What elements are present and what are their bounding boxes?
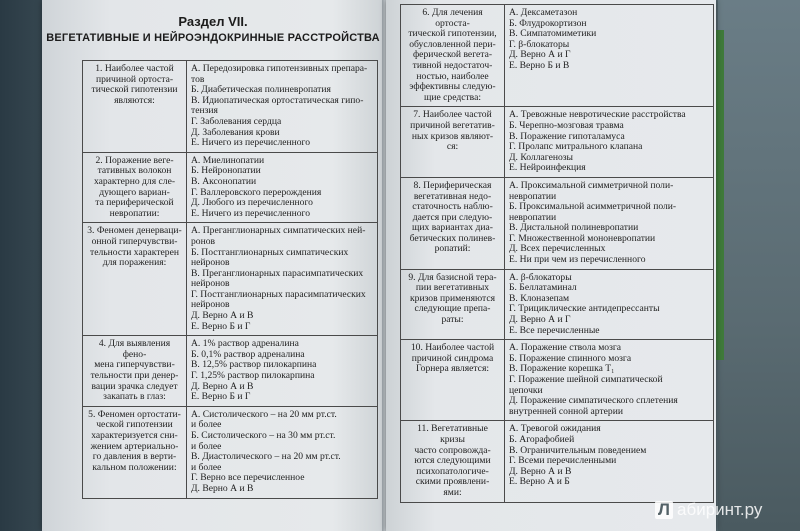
question-line: 7. Наиболее частой [413, 109, 492, 121]
answer-option: А. Поражение ствола мозга [509, 343, 622, 354]
answer-option: Е. Верно Б и Г [191, 392, 251, 403]
answer-option: Е. Нейроинфекция [509, 163, 586, 174]
question-line: ферической вегета- [412, 49, 493, 61]
answer-option: Д. Поражение симпатического сплетения [509, 396, 678, 407]
answer-option: А. Тревожные невротические расстройства [509, 110, 686, 121]
answer-option: Е. Все перечисленные [509, 325, 600, 336]
answer-option: Б. Проксимальной асимметричной поли- [509, 202, 677, 213]
answer-option: Б. Поражение спинного мозга [509, 353, 632, 364]
answer-options [505, 421, 714, 502]
question-row [83, 152, 378, 223]
question-text [401, 421, 505, 502]
answer-option: В. 12,5% раствор пилокарпина [191, 360, 317, 371]
answer-option: Е. Ничего из перечисленного [191, 138, 311, 149]
question-line: часто сопровожда- [414, 444, 491, 456]
question-line: причиной ортоста- [95, 73, 174, 85]
right-page [386, 0, 716, 531]
question-row [83, 223, 378, 336]
question-line: причиной синдрома [411, 352, 494, 364]
question-text [401, 177, 505, 269]
answer-option: Е. Верно А и Б [509, 477, 570, 488]
answer-options [187, 223, 378, 336]
answer-option: А. Систолического – на 20 мм рт.ст. [191, 409, 337, 420]
question-row [401, 340, 714, 421]
question-line: 2. Поражение веге- [95, 154, 174, 166]
question-row [83, 336, 378, 407]
question-line: кальном положении: [92, 461, 177, 473]
question-line: дующего вариан- [99, 186, 170, 198]
question-text [401, 5, 505, 107]
question-line: являются: [114, 94, 155, 106]
question-line: тической гипотензии, [408, 28, 497, 40]
question-text [401, 107, 505, 178]
question-line: та периферической [95, 197, 174, 209]
answer-option: Е. Верно Б и Г [191, 321, 251, 332]
section-subtitle: ВЕГЕТАТИВНЫЕ И НЕЙРОЭНДОКРИННЫЕ РАССТРОЙСТВА [46, 32, 380, 44]
answer-option: Г. Заболевания сердца [191, 116, 282, 127]
question-text [83, 336, 187, 407]
question-line: 10. Наиболее частой [410, 342, 495, 354]
left-page [42, 0, 384, 531]
answer-options [505, 340, 714, 421]
question-row [401, 269, 714, 340]
answer-option: Д. Верно А и В [191, 483, 254, 494]
question-line: эффективны следую- [409, 81, 496, 93]
question-line: для поражения: [102, 257, 167, 269]
answer-options [187, 406, 378, 498]
answer-option: ронов [191, 236, 216, 247]
right-questions-table [400, 4, 714, 503]
answer-option: В. Симпатомиметики [509, 29, 597, 40]
question-text [83, 152, 187, 223]
question-line: характерно для сле- [93, 175, 176, 187]
answer-option: Д. Верно А и Г [509, 315, 571, 326]
question-text [83, 406, 187, 498]
background-right [718, 0, 800, 531]
question-line: следующие препа- [414, 303, 491, 315]
question-line: ропатий: [434, 243, 471, 255]
answer-option: невропатии [509, 191, 557, 202]
answer-option: В. Преганглионарных парасимпатических [191, 268, 364, 279]
answer-option: Б. 0,1% раствор адреналина [191, 349, 305, 360]
answer-option: Б. Беллатаминал [509, 283, 577, 294]
answer-option: Б. Нейронопатии [191, 166, 261, 177]
question-line: 8. Периферическая [413, 179, 492, 191]
question-line: ями: [443, 486, 462, 498]
answer-option: В. Поражение гипоталамуса [509, 131, 625, 142]
question-text [401, 340, 505, 421]
answer-option: Г. β-блокаторы [509, 39, 570, 50]
answer-option: А. 1% раствор адреналина [191, 339, 299, 350]
section-title: Раздел VII. [178, 14, 248, 29]
answer-option: А. Тревогой ожидания [509, 424, 601, 435]
question-row [83, 406, 378, 498]
answer-options [505, 269, 714, 340]
answer-option: Г. Валлеровского перерождения [191, 187, 322, 198]
answer-option: Д. Верно А и В [509, 466, 572, 477]
question-line: вации зрачка следует [91, 380, 178, 392]
answer-option: и более [191, 420, 222, 431]
question-line: ческой гипотензии [96, 419, 173, 431]
answer-option: В. Идиопатическая ортостатическая гипо- [191, 95, 364, 106]
answer-option: Г. Всеми перечисленными [509, 456, 617, 467]
answer-option: Д. Любого из перечисленного [191, 198, 313, 209]
answer-option: и более [191, 441, 222, 452]
answer-option: невропатии [509, 212, 557, 223]
answer-option: Б. Диабетическая полиневропатия [191, 85, 331, 96]
answer-option: Г. Трициклические антидепрессанты [509, 304, 660, 315]
answer-option: Г. Постганглионарных парасимпатических [191, 289, 366, 300]
question-line: ностью, наиболее [416, 70, 489, 82]
answer-option: В. Дистальной полиневропатии [509, 223, 639, 234]
question-line: 5. Феномен ортостати- [88, 408, 181, 420]
question-line: 11. Вегетативные кризы [417, 423, 488, 445]
answer-option: Д. Верно А и Г [509, 50, 571, 61]
answer-option: А. Миелинопатии [191, 155, 265, 166]
answer-option: В. Клоназепам [509, 293, 570, 304]
answer-option: В. Ограничительным поведением [509, 445, 647, 456]
answer-option: внутренней сонной артерии [509, 406, 623, 417]
question-line: го давления в верти- [92, 451, 177, 463]
question-line: статочность наблю- [412, 201, 493, 213]
question-line: щих вариантах диа- [412, 222, 493, 234]
question-line: ся: [446, 141, 459, 153]
question-line: тельности характерен [90, 246, 179, 258]
answer-option: тензия [191, 106, 218, 117]
question-line: причиной вегетатив- [410, 119, 495, 131]
question-line: мена гиперчувстви- [94, 359, 175, 371]
question-line: тивной недостаточ- [412, 59, 493, 71]
answer-option: нейронов [191, 300, 230, 311]
answer-option: А. Передозировка гипотензивных препара- [191, 64, 368, 74]
answer-option: Б. Постганглионарных симпатических [191, 247, 349, 258]
answer-option: А. Дексаметазон [509, 8, 578, 18]
question-line: кризов применяются [409, 292, 495, 304]
answer-option: Е. Ничего из перечисленного [191, 208, 311, 219]
question-line: дается при следую- [412, 211, 493, 223]
answer-option: А. β-блокаторы [509, 272, 572, 283]
answer-option: А. Преганглионарных симпатических ней- [191, 226, 366, 237]
question-line: Горнера является: [415, 363, 490, 375]
answer-options [187, 61, 378, 153]
answer-option: и более [191, 462, 222, 473]
question-line: психопатологиче- [416, 465, 489, 477]
question-line: пии вегетативных [415, 282, 490, 294]
answer-options [187, 152, 378, 223]
question-line: 9. Для базисной тера- [408, 271, 497, 283]
answer-option: Е. Верно Б и В [509, 60, 570, 71]
question-line: жением артериально- [90, 440, 179, 452]
answer-option: цепочки [509, 385, 543, 396]
answer-option: Д. Верно А и В [191, 311, 254, 322]
question-line: 6. Для лечения ортоста- [422, 7, 483, 29]
question-line: ются следующими [414, 455, 491, 467]
question-line: тативных волокон [97, 165, 172, 177]
answer-option: нейронов [191, 258, 230, 269]
watermark-text: абиринт.ру [677, 500, 763, 519]
answer-option: В. Диастолического – на 20 мм рт.ст. [191, 452, 341, 463]
answer-option: В. Поражение корешка Т₁ [509, 364, 615, 375]
question-row [401, 177, 714, 269]
answer-option: Д. Всех перечисленных [509, 244, 606, 255]
question-line: щие средства: [423, 91, 482, 103]
answer-options [505, 5, 714, 107]
question-line: 4. Для выявления фено- [98, 338, 171, 360]
answer-option: Е. Ни при чем из перечисленного [509, 255, 646, 266]
answer-option: Д. Заболевания крови [191, 127, 280, 138]
question-line: обусловленной пери- [409, 38, 496, 50]
question-line: ных кризов являют- [411, 130, 494, 142]
answer-option: Б. Систолического – на 30 мм рт.ст. [191, 431, 336, 441]
question-line: тельности при денер- [90, 370, 179, 382]
answer-option: Б. Черепно-мозговая травма [509, 120, 624, 131]
answer-option: Г. Поражение шейной симпатической [509, 375, 663, 385]
question-line: характеризуется сни- [91, 430, 178, 441]
question-line: 3. Феномен денерваци- [87, 225, 182, 237]
answer-option: А. Проксимальной симметричной поли- [509, 180, 674, 191]
question-line: скими проявлени- [415, 476, 490, 488]
answer-option: Б. Агорафобией [509, 434, 575, 445]
question-row [401, 421, 714, 502]
answer-option: Б. Флудрокортизон [509, 18, 587, 29]
answer-option: Д. Верно А и В [191, 381, 254, 392]
answer-option: тов [191, 74, 205, 85]
question-line: невропатии: [109, 207, 160, 219]
question-row [401, 5, 714, 107]
answer-options [505, 107, 714, 178]
question-line: тической гипотензии [91, 84, 178, 96]
question-line: 1. Наиболее частой [95, 63, 174, 74]
question-text [83, 223, 187, 336]
answer-option: Д. Коллагенозы [509, 152, 573, 163]
book-edge [716, 30, 724, 360]
question-line: онной гиперчувстви- [91, 235, 178, 247]
answer-option: Г. Пролапс митрального клапана [509, 142, 643, 153]
answer-option: В. Аксонопатии [191, 176, 257, 187]
answer-option: Г. Множественной мононевропатии [509, 233, 656, 244]
question-line: раты: [441, 314, 464, 326]
answer-options [187, 336, 378, 407]
answer-option: нейронов [191, 279, 230, 290]
watermark [655, 500, 762, 520]
answer-option: Г. Верно все перечисленное [191, 473, 305, 484]
question-row [83, 61, 378, 153]
left-questions-table [82, 60, 378, 499]
watermark-logo: Л [655, 501, 673, 519]
question-row [401, 107, 714, 178]
question-text [83, 61, 187, 153]
question-line: бетических полинев- [409, 232, 496, 244]
question-text [401, 269, 505, 340]
question-line: закапать в глаз: [103, 391, 166, 403]
answer-option: Г. 1,25% раствор пилокарпина [191, 371, 315, 382]
answer-options [505, 177, 714, 269]
question-line: вегетативная недо- [413, 190, 492, 202]
